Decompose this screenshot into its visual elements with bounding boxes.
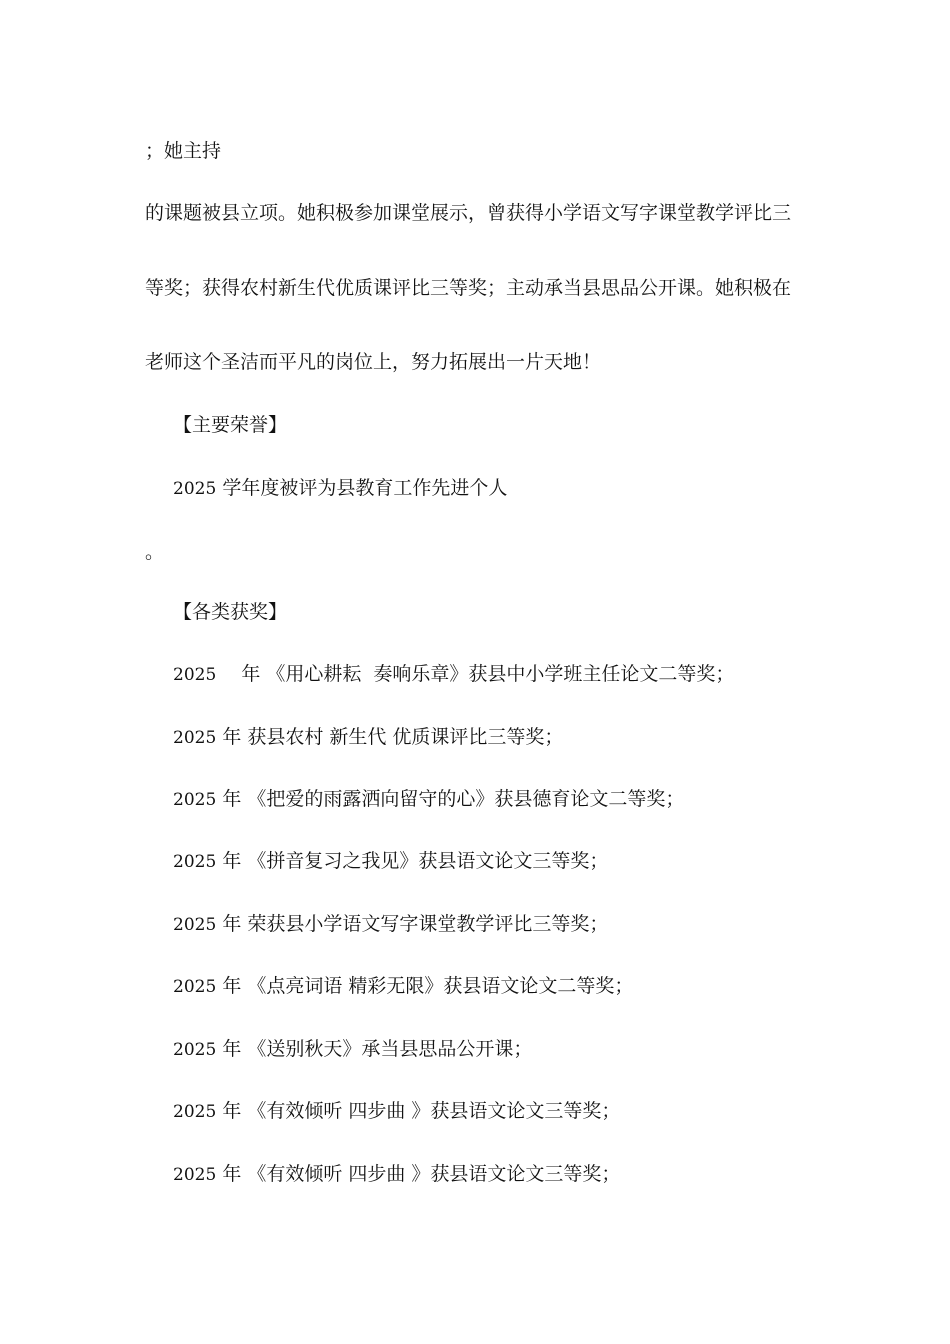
year: 2025 [173,790,217,810]
award-text: 年 荣获县小学语文写字课堂教学评比三等奖； [222,913,609,935]
award-item [173,1099,620,1123]
year: 2025 [173,665,217,685]
award-text: 年 《拼音复习之我见》获县语文论文三等奖； [222,850,609,872]
honors-heading: 【主要荣誉】 [173,414,288,436]
award-text: 年 《送别秋天》承当县思品公开课； [222,1038,533,1060]
year: 2025 [173,1102,217,1122]
award-item [173,849,608,873]
award-text: 年 《点亮词语 精彩无限》获县语文论文二等奖； [222,975,634,997]
award-item [173,787,684,811]
award-item [173,912,608,936]
intro-line: 老师这个圣洁而平凡的岗位上，努力拓展出一片天地！ [145,351,602,373]
honors-item [173,476,507,500]
award-text: 年 《有效倾听 四步曲 》获县语文论文三等奖； [222,1100,621,1122]
intro-line: 的课题被县立项。她积极参加课堂展示，曾获得小学语文写字课堂教学评比三 [145,202,792,224]
year: 2025 [173,915,217,935]
awards-heading: 【各类获奖】 [173,601,288,623]
award-text: 年 《有效倾听 四步曲 》获县语文论文三等奖； [222,1163,621,1185]
award-text: 年 《用心耕耘 奏响乐章》获县中小学班主任论文二等奖； [222,663,735,685]
honors-period: 。 [145,541,165,563]
award-item [173,1162,620,1186]
year: 2025 [173,728,217,748]
year: 2025 [173,479,217,499]
year: 2025 [173,1040,217,1060]
award-item [173,1037,532,1061]
award-text: 年 获县农村 新生代 优质课评比三等奖； [222,726,564,748]
award-text: 年 《把爱的雨露洒向留守的心》获县德育论文二等奖； [222,788,685,810]
award-item [173,725,563,749]
year: 2025 [173,977,217,997]
year: 2025 [173,1165,217,1185]
intro-line: ；她主持 [145,140,222,162]
award-item [173,974,633,998]
award-item [173,662,734,686]
year: 2025 [173,852,217,872]
intro-line: 等奖；获得农村新生代优质课评比三等奖；主动承当县思品公开课。她积极在 [145,277,792,299]
honors-text: 学年度被评为县教育工作先进个人 [222,477,508,499]
